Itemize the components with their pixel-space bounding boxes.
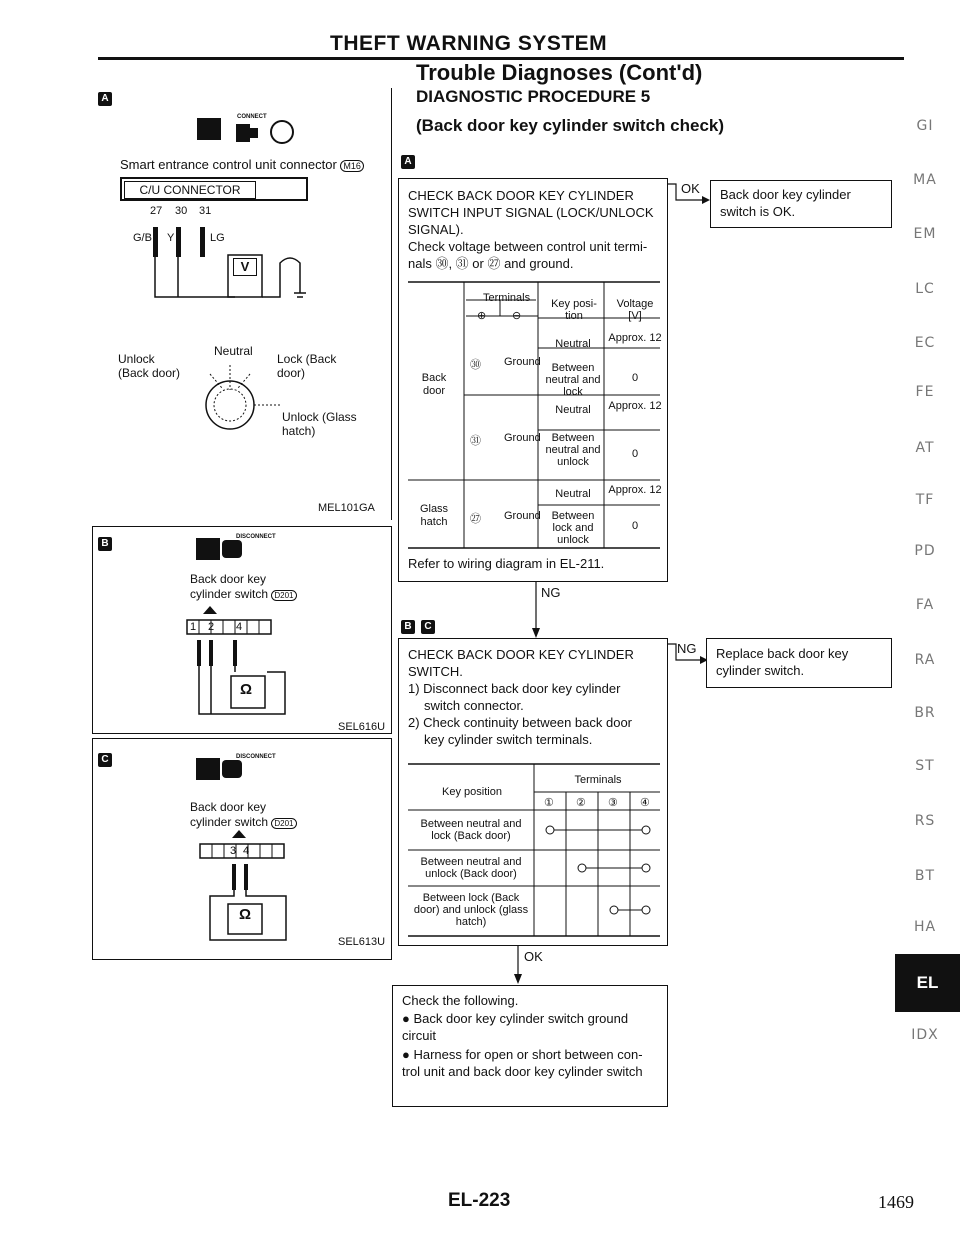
connector-icon	[230, 118, 300, 148]
tab-ec[interactable]: EC	[914, 335, 936, 351]
ts-icon	[196, 538, 220, 560]
term-4: ④	[640, 797, 650, 809]
pin-1: 1	[190, 621, 197, 633]
step1-line: SIGNAL).	[408, 222, 464, 237]
group-glass-hatch: Glass hatch	[419, 503, 449, 528]
wiring-reference: Refer to wiring diagram in EL-211.	[408, 556, 605, 571]
page-number: 1469	[878, 1192, 914, 1212]
th-plus: ⊕	[477, 310, 487, 322]
row-minus: Ground	[504, 356, 541, 368]
panel-c-badge: C	[98, 753, 112, 767]
step2-line: CHECK BACK DOOR KEY CYLINDER	[408, 647, 634, 662]
panel-b-badge: B	[98, 537, 112, 551]
tab-br[interactable]: BR	[914, 705, 936, 721]
term-3: ③	[608, 797, 618, 809]
pos-lock-back: Lock (Back door)	[277, 352, 337, 380]
row-pos2: Between lock and unlock	[551, 510, 595, 546]
disconnect-label: DISCONNECT	[236, 534, 276, 540]
tab-gi[interactable]: GI	[916, 118, 934, 134]
step1-line: CHECK BACK DOOR KEY CYLINDER	[408, 188, 634, 203]
step1-line: nals ㉚, ㉛ or ㉗ and ground.	[408, 256, 574, 271]
step3-title: Check the following.	[402, 993, 519, 1008]
row-plus: ㉛	[470, 435, 481, 447]
ohmmeter-icon: Ω	[238, 906, 252, 923]
page-code: EL-223	[448, 1190, 511, 1211]
pin-4: 4	[243, 845, 250, 857]
tab-idx[interactable]: IDX	[911, 1027, 939, 1043]
continuity-row: Between neutral and unlock (Back door)	[420, 856, 522, 880]
pin-31: 31	[199, 205, 212, 217]
tab-fa[interactable]: FA	[915, 597, 935, 613]
ok-label: OK	[524, 949, 543, 964]
continuity-row: Between lock (Back door) and unlock (glass hatch)	[413, 892, 529, 928]
tab-tf[interactable]: TF	[915, 492, 935, 508]
step2-line: 2) Check continuity between back door	[408, 715, 633, 730]
pin-30: 30	[175, 205, 188, 217]
tab-pd[interactable]: PD	[914, 543, 936, 559]
ts-icon	[196, 758, 220, 780]
flow-badge-a: A	[401, 155, 415, 169]
step3-item: ● Harness for open or short between con- trol unit and back door key cylinder switch	[402, 1047, 643, 1079]
th-minus: ⊖	[512, 310, 522, 322]
connect-label: CONNECT	[237, 114, 267, 120]
step2-line: 1) Disconnect back door key cylinder	[408, 681, 621, 696]
pin-3: 3	[230, 845, 237, 857]
row-minus: Ground	[504, 432, 541, 444]
th-key-position: Key position	[442, 786, 502, 798]
row-v1: Approx. 12	[608, 332, 662, 344]
tab-st[interactable]: ST	[915, 758, 935, 774]
page-title: Trouble Diagnoses (Cont'd)	[416, 60, 703, 85]
ng-label: NG	[677, 641, 697, 656]
row-pos2: Between neutral and lock	[545, 362, 601, 398]
term-1: ①	[544, 797, 554, 809]
step2-line: SWITCH.	[408, 664, 463, 679]
tab-ra[interactable]: RA	[914, 652, 936, 668]
row-minus: Ground	[504, 510, 541, 522]
panel-b-code: SEL616U	[338, 721, 386, 733]
th-terminals: Terminals	[574, 774, 622, 786]
pos-unlock-back: Unlock (Back door)	[118, 352, 181, 380]
step1-line: Check voltage between control unit termi-	[408, 239, 648, 254]
result-ok-text: Back door key cylinder switch is OK.	[720, 187, 851, 219]
tab-rs[interactable]: RS	[914, 813, 936, 829]
ohmmeter-icon: Ω	[239, 681, 253, 698]
tab-el-active[interactable]: EL	[895, 954, 960, 1012]
pin-4: 4	[236, 621, 243, 633]
pos-neutral: Neutral	[214, 344, 253, 358]
cu-connector-label: C/U CONNECTOR	[124, 181, 256, 199]
wire-color-lg: LG	[210, 232, 225, 244]
th-voltage: Voltage [V]	[616, 298, 654, 322]
tab-ma[interactable]: MA	[913, 172, 937, 188]
procedure-title: DIAGNOSTIC PROCEDURE 5	[416, 87, 651, 106]
disconnect-icon	[222, 540, 242, 558]
tab-ha[interactable]: HA	[913, 919, 937, 935]
continuity-row: Between neutral and lock (Back door)	[420, 818, 522, 842]
panel-c-code: SEL613U	[338, 936, 386, 948]
section-title: THEFT WARNING SYSTEM	[330, 32, 608, 55]
term-2: ②	[576, 797, 586, 809]
pin-27: 27	[150, 205, 163, 217]
wire-color-y: Y	[167, 232, 175, 244]
row-pos1: Neutral	[555, 488, 591, 500]
flow-badge-c: C	[421, 620, 435, 634]
row-v1: Approx. 12	[608, 400, 662, 412]
result-replace-text: Replace back door key cylinder switch.	[716, 646, 849, 678]
step2-line: switch connector.	[424, 698, 524, 713]
voltmeter-icon: V	[233, 258, 257, 276]
row-v2: 0	[631, 372, 639, 384]
th-terminals: Terminals	[483, 292, 531, 304]
step1-line: SWITCH INPUT SIGNAL (LOCK/UNLOCK	[408, 205, 654, 220]
tab-at[interactable]: AT	[915, 440, 935, 456]
section-tabs	[890, 0, 960, 1242]
switch-connector-c	[198, 830, 308, 950]
connector-caption: Smart entrance control unit connector M16	[120, 156, 364, 175]
wire-color-gb: G/B	[133, 232, 152, 244]
ng-label: NG	[541, 585, 561, 600]
disconnect-icon	[222, 760, 242, 778]
switch-caption: Back door key cylinder switch D201	[190, 572, 310, 603]
switch-caption: Back door key cylinder switch D201	[190, 800, 310, 831]
row-plus: ㉚	[470, 359, 481, 371]
ok-label: OK	[681, 181, 700, 196]
procedure-subtitle: (Back door key cylinder switch check)	[416, 116, 725, 135]
tab-lc[interactable]: LC	[915, 281, 935, 297]
tab-em[interactable]: EM	[913, 226, 937, 242]
tab-bt[interactable]: BT	[914, 868, 936, 884]
key-cylinder-icon	[190, 360, 290, 440]
group-back-door: Back door	[421, 372, 447, 397]
tab-fe[interactable]: FE	[915, 384, 935, 400]
panel-a-code: MEL101GA	[318, 502, 375, 514]
row-pos1: Neutral	[555, 404, 591, 416]
row-v2: 0	[631, 448, 639, 460]
flow-badge-b: B	[401, 620, 415, 634]
row-pos2: Between neutral and unlock	[545, 432, 601, 468]
row-pos1: Neutral	[555, 338, 591, 350]
pin-2: 2	[208, 621, 215, 633]
disconnect-label: DISCONNECT	[236, 754, 276, 760]
panel-a-badge: A	[98, 92, 112, 106]
th-key-position: Key posi- tion	[551, 298, 597, 322]
row-v1: Approx. 12	[608, 484, 662, 496]
row-v2: 0	[631, 520, 639, 532]
row-plus: ㉗	[470, 513, 481, 525]
step2-line: key cylinder switch terminals.	[424, 732, 593, 747]
hs-icon	[197, 118, 221, 140]
step3-item: ● Back door key cylinder switch ground circuit	[402, 1011, 629, 1043]
pos-unlock-glass: Unlock (Glass hatch)	[282, 410, 357, 438]
